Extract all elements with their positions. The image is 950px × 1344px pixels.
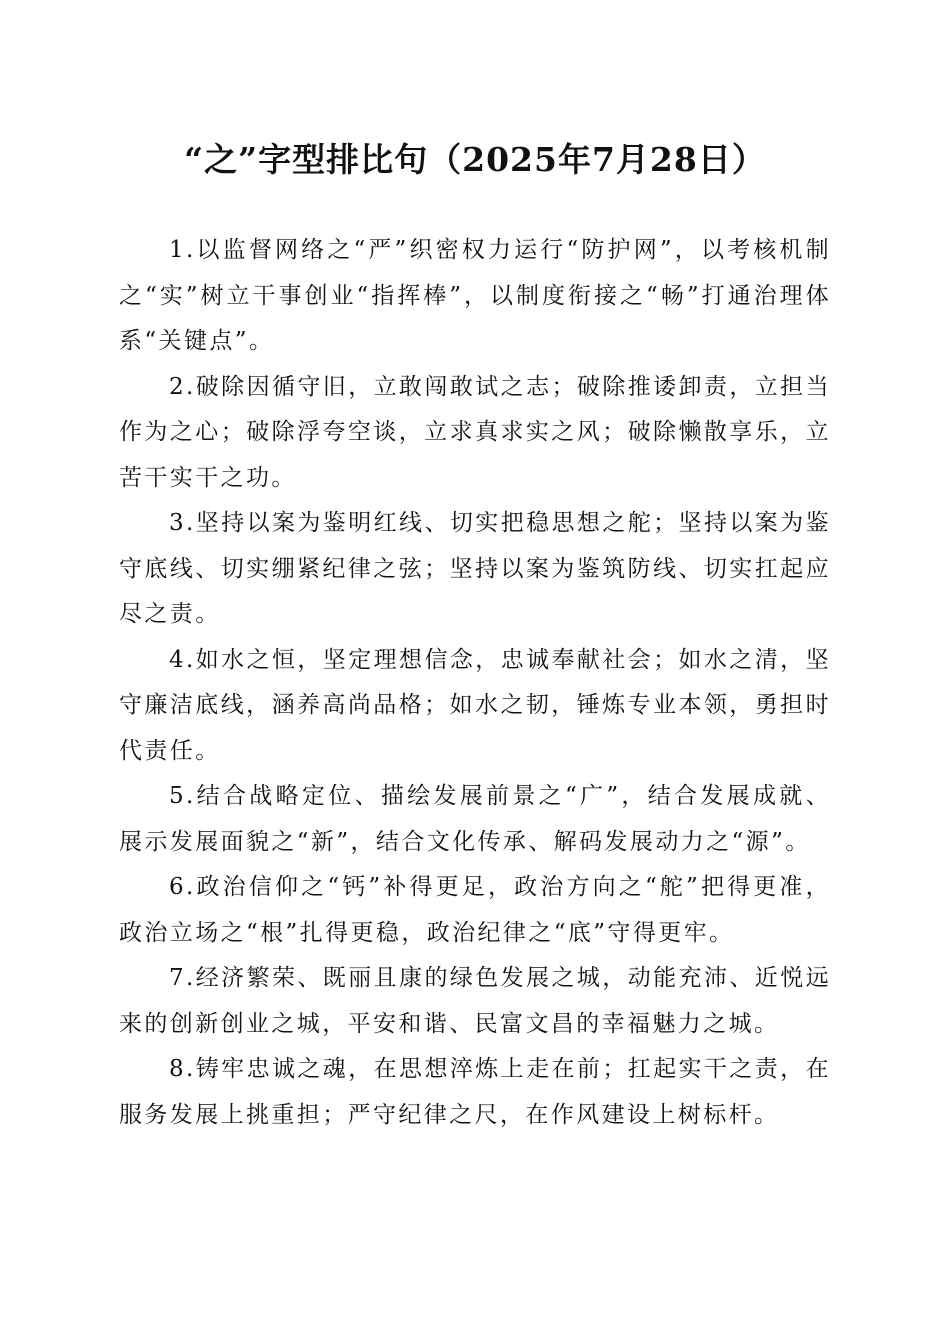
paragraph-5: 5.结合战略定位、描绘发展前景之“广”，结合发展成就、展示发展面貌之“新”，结合文化传承、解码发展动力之“源”。 — [119, 783, 831, 855]
paragraph-2: 2.破除因循守旧，立敢闯敢试之志；破除推诿卸责，立担当作为之心；破除浮夸空谈，立求真求实之风；破除懒散享乐，立苦干实干之功。 — [119, 373, 831, 491]
paragraph-7: 7.经济繁荣、既丽且康的绿色发展之城，动能充沛、近悦远来的创新创业之城，平安和谐、民富文昌的幸福魅力之城。 — [119, 965, 831, 1037]
document-title: “之”字型排比句（2025年7月28日） — [184, 140, 766, 179]
paragraph-1: 1.以监督网络之“严”织密权力运行“防护网”，以考核机制之“实”树立干事创业“指挥棒”，以制度衔接之“畅”打通治理体系“关键点”。 — [119, 237, 831, 354]
paragraph-3: 3.坚持以案为鉴明红线、切实把稳思想之舵；坚持以案为鉴守底线、切实绷紧纪律之弦；坚持以案为鉴筑防线、切实扛起应尽之责。 — [119, 510, 831, 627]
paragraph-6: 6.政治信仰之“钙”补得更足，政治方向之“舵”把得更准，政治立场之“根”扎得更稳，政治纪律之“底”守得更牢。 — [119, 874, 831, 946]
paragraph-8: 8.铸牢忠诚之魂，在思想淬炼上走在前；扛起实干之责，在服务发展上挑重担；严守纪律之尺，在作风建设上树标杆。 — [119, 1056, 831, 1128]
paragraph-4: 4.如水之恒，坚定理想信念，忠诚奉献社会；如水之清，坚守廉洁底线，涵养高尚品格；如水之韧，锤炼专业本领，勇担时代责任。 — [119, 646, 831, 764]
document-body — [119, 228, 831, 1138]
